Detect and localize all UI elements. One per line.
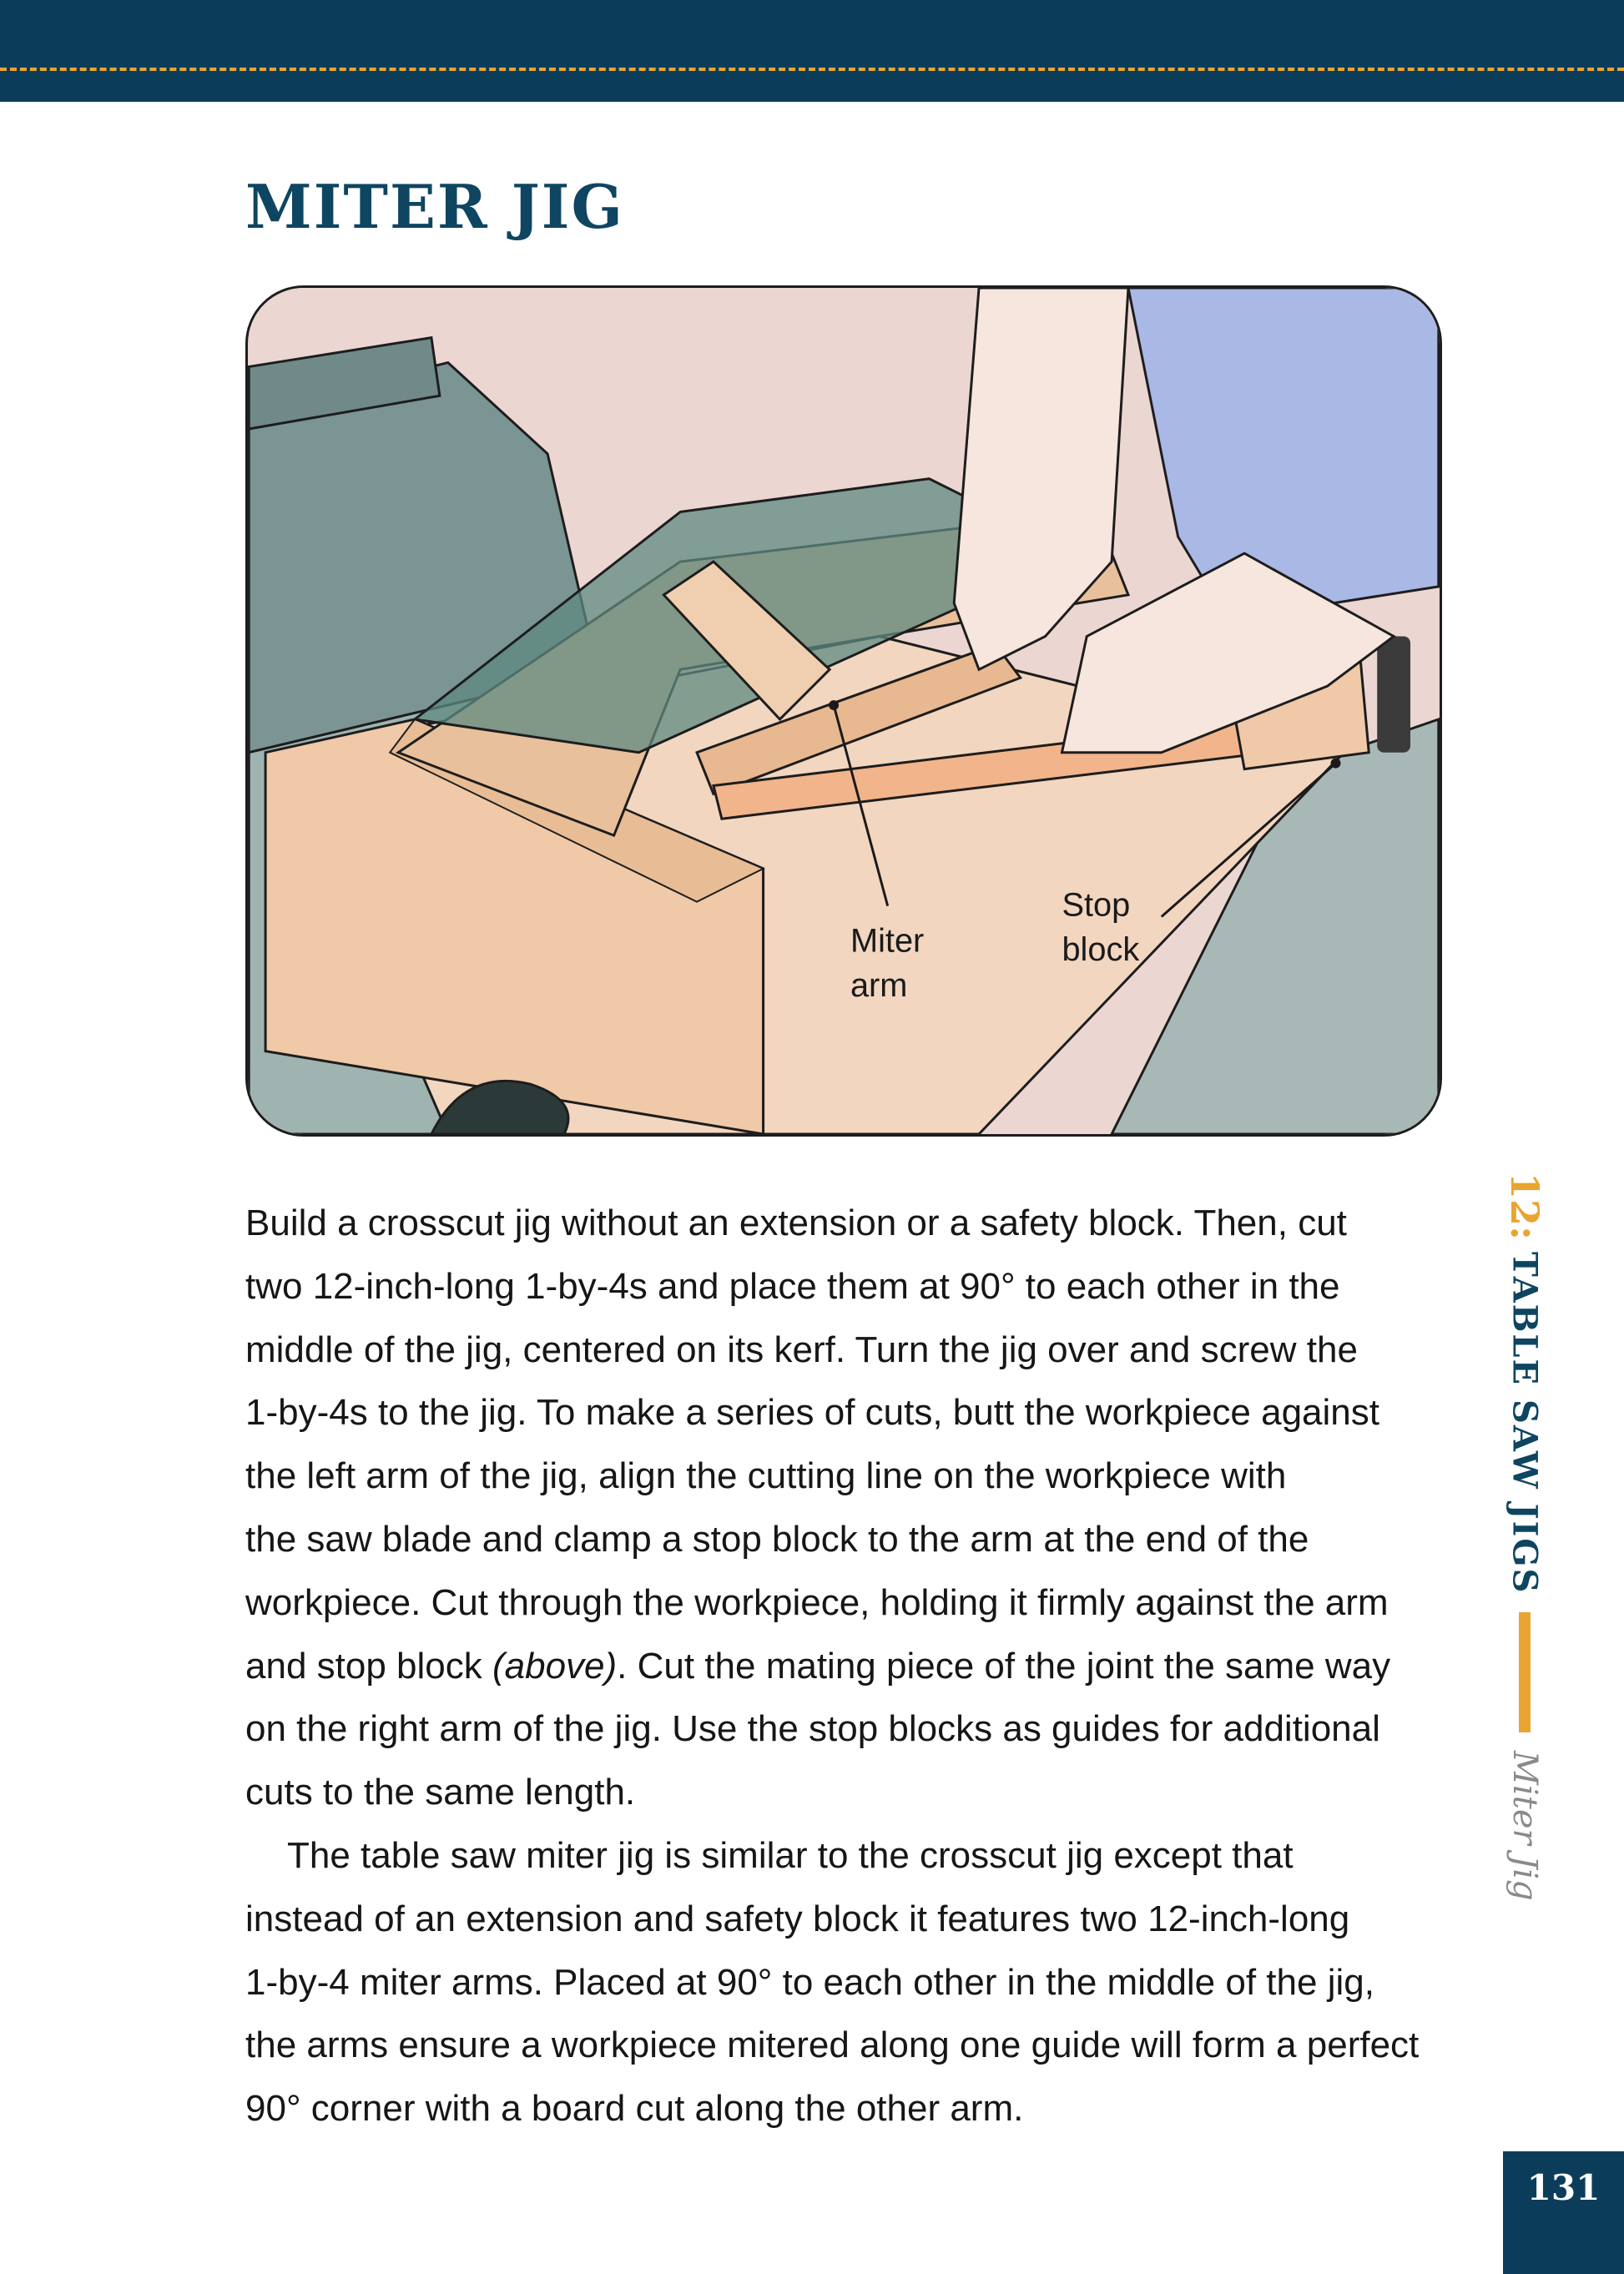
body-line: 1-by-4s to the jig. To make a series of cuts, butt the workpiece against — [245, 1392, 1379, 1434]
body-text — [245, 1192, 1464, 2140]
body-line: Build a crosscut jig without an extension or a safety block. Then, cut — [245, 1203, 1347, 1243]
body-line: workpiece. Cut through the workpiece, holding it firmly against the arm — [245, 1581, 1389, 1623]
body-line: The table saw miter jig is similar to the crosscut jig except that — [287, 1834, 1294, 1876]
callout-stop-block-2: block — [1062, 931, 1140, 969]
tab-divider-bar — [1519, 1612, 1531, 1732]
callout-miter-arm-1: Miter — [850, 922, 925, 960]
callout-miter-arm-2: arm — [850, 966, 908, 1004]
callout-stop-block-1: Stop — [1062, 886, 1131, 924]
body-line-with-emphasis — [245, 1635, 1464, 1698]
body-line: the saw blade and clamp a stop block to the arm at the end of the — [245, 1518, 1309, 1560]
body-line: cuts to the same length. — [245, 1772, 636, 1813]
body-emphasis: (above) — [492, 1645, 618, 1687]
chapter-side-tab — [1502, 1172, 1547, 1901]
section-title: Miter Jig — [1505, 1751, 1544, 1902]
body-line: two 12-inch-long 1-by-4s and place them at 90° to each other in the — [245, 1265, 1340, 1307]
page-title: MITER JIG — [245, 171, 624, 242]
chapter-number: 12: — [1502, 1172, 1547, 1240]
body-line: 1-by-4 miter arms. Placed at 90° to each other in the middle of the jig, — [245, 1961, 1374, 2003]
chapter-title: TABLE SAW JIGS — [1505, 1252, 1545, 1595]
body-line-end: . Cut the mating piece of the joint the same way — [617, 1645, 1391, 1687]
body-line: the arms ensure a workpiece mitered along one guide will form a perfect — [245, 2024, 1420, 2066]
body-line: instead of an extension and safety block it features two 12-inch-long — [245, 1898, 1350, 1939]
top-banner — [0, 0, 1624, 102]
body-line: middle of the jig, centered on its kerf. Turn the jig over and screw the — [245, 1329, 1358, 1370]
body-line: on the right arm of the jig. Use the stop blocks as guides for additional — [245, 1708, 1380, 1750]
body-line-start: and stop block — [245, 1645, 492, 1687]
body-line: 90° corner with a board cut along the other arm. — [245, 2088, 1024, 2130]
banner-dashed-rule — [0, 68, 1624, 71]
body-line: the left arm of the jig, align the cutting line on the workpiece with — [245, 1455, 1287, 1497]
miter-jig-illustration — [245, 285, 1442, 1137]
page-number: 131 — [1503, 2151, 1624, 2274]
illustration-drawing — [248, 288, 1440, 1134]
